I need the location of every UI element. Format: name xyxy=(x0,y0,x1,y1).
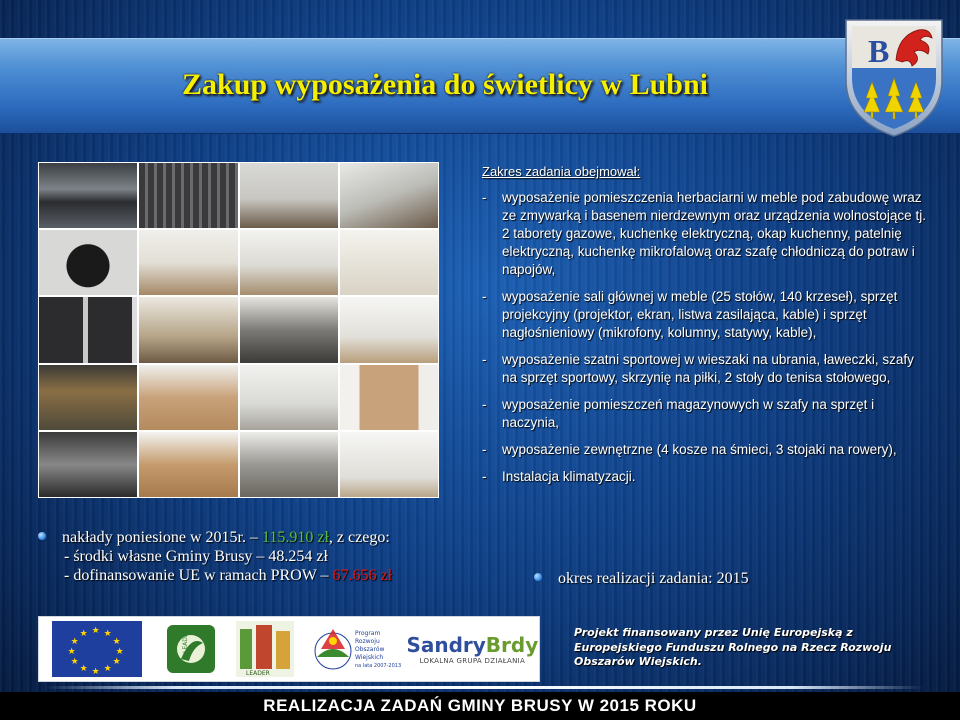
photo-tile xyxy=(139,432,237,497)
svg-text:LEADER: LEADER xyxy=(245,670,270,677)
photo-tile xyxy=(39,297,137,362)
scope-item-text: wyposażenie pomieszczenia herbaciarni w meble pod zabudowę wraz ze zmywarką i basenem nierdzewnym oraz urządzenia wolnostojące tj. 2 taborety gazowe, kuchenkę elektryczną, okap kuchenny, patelnię elektryczną, kuchenkę mikrofalową oraz szafę chłodniczą do potraw i napojów, xyxy=(502,190,926,277)
photo-tile xyxy=(240,230,338,295)
logos-strip xyxy=(38,616,540,682)
slide-title: Zakup wyposażenia do świetlicy w Lubni xyxy=(182,68,708,101)
sandry-part: Sandry xyxy=(406,633,486,657)
photo-tile xyxy=(240,163,338,228)
photo-collage xyxy=(38,162,439,498)
costs-own-funds: - środki własne Gminy Brusy – 48.254 zł xyxy=(64,548,328,565)
svg-text:Wiejskich: Wiejskich xyxy=(355,654,384,661)
photo-tile xyxy=(340,297,438,362)
prow-logo-icon xyxy=(311,621,401,677)
scope-item-text: Instalacja klimatyzacji. xyxy=(502,469,636,484)
bullet-icon xyxy=(534,573,542,581)
photo-tile xyxy=(39,230,137,295)
scope-item xyxy=(482,189,932,279)
photo-tile xyxy=(139,230,237,295)
svg-text:na lata 2007-2013: na lata 2007-2013 xyxy=(355,663,402,669)
dash-marker: - xyxy=(482,190,487,205)
divider xyxy=(44,686,924,689)
sandrybrdy-subtitle: LOKALNA GRUPA DZIAŁANIA xyxy=(419,657,526,665)
scope-item-text: wyposażenie szatni sportowej w wieszaki na ubrania, ławeczki, szafy na sprzęt sportowy, skrzynię na piłki, 2 stoły do tenisa stołowego, xyxy=(502,352,914,385)
scope-item-text: wyposażenie pomieszczeń magazynowych w szafy na sprzęt i naczynia, xyxy=(502,397,875,430)
bullet-icon xyxy=(38,532,46,540)
svg-text:Rozwoju: Rozwoju xyxy=(355,638,380,645)
costs-total-amount: 115.910 zł xyxy=(261,529,329,546)
costs-eu-prefix: - dofinansowanie UE w ramach PROW – xyxy=(64,567,333,584)
svg-text:Program: Program xyxy=(355,630,381,637)
photo-tile xyxy=(340,163,438,228)
leader-logo-icon xyxy=(159,621,219,677)
photo-tile xyxy=(340,230,438,295)
scope-item xyxy=(482,351,932,387)
scope-section xyxy=(482,164,932,495)
costs-section xyxy=(38,528,478,585)
photo-tile xyxy=(139,297,237,362)
sandrybrdy-name xyxy=(406,633,538,657)
costs-eu-funds xyxy=(38,566,478,585)
svg-text:B: B xyxy=(868,33,890,69)
financing-note: Projekt finansowany przez Unię Europejską z Europejskiego Funduszu Rolnego na Rzecz Rozwoju Obszarów Wiejskich. xyxy=(574,626,892,668)
photo-tile xyxy=(340,432,438,497)
dash-marker: - xyxy=(482,289,487,304)
eu-flag-icon: ★ ★ ★ ★ ★ ★ ★ ★ ★ ★ ★ ★ xyxy=(52,621,142,677)
photo-tile xyxy=(340,365,438,430)
scope-item-text: wyposażenie zewnętrzne (4 kosze na śmieci, 3 stojaki na rowery), xyxy=(502,442,897,457)
scope-item xyxy=(482,396,932,432)
period-text: okres realizacji zadania: 2015 xyxy=(558,570,749,587)
sandrybrdy-logo xyxy=(406,621,539,677)
dash-marker: - xyxy=(482,352,487,367)
scope-item xyxy=(482,441,932,459)
lokalna-grupa-logo-icon xyxy=(236,621,294,677)
photo-tile xyxy=(240,365,338,430)
svg-text:Obszarów: Obszarów xyxy=(355,646,385,653)
footer-banner: REALIZACJA ZADAŃ GMINY BRUSY W 2015 ROKU xyxy=(0,692,960,720)
photo-tile xyxy=(39,163,137,228)
brdy-part: Brdy xyxy=(485,633,539,657)
scope-heading: Zakres zadania obejmował: xyxy=(482,164,641,179)
costs-total-prefix: nakłady poniesione w 2015r. – xyxy=(62,529,262,546)
photo-tile xyxy=(240,297,338,362)
photo-tile xyxy=(39,365,137,430)
photo-tile xyxy=(39,432,137,497)
costs-total-suffix: , z czego: xyxy=(328,529,390,546)
svg-text:LEADER: LEADER xyxy=(181,629,189,653)
scope-item-text: wyposażenie sali głównej w meble (25 stołów, 140 krzeseł), sprzęt projekcyjny (projektor, ekran, listwa zasilająca, kable) i sprzęt nagłośnieniowy (mikrofony, kolumny, statywy, kable), xyxy=(502,289,898,340)
photo-tile xyxy=(139,163,237,228)
gmina-brusy-crest-icon xyxy=(838,16,950,140)
dash-marker: - xyxy=(482,469,487,484)
photo-tile xyxy=(139,365,237,430)
costs-eu-amount: 67.656 zł xyxy=(332,567,393,584)
scope-item xyxy=(482,288,932,342)
dash-marker: - xyxy=(482,397,487,412)
scope-item xyxy=(482,468,932,486)
costs-line-total xyxy=(38,528,478,547)
photo-tile xyxy=(240,432,338,497)
period-line xyxy=(534,570,749,588)
dash-marker: - xyxy=(482,442,487,457)
